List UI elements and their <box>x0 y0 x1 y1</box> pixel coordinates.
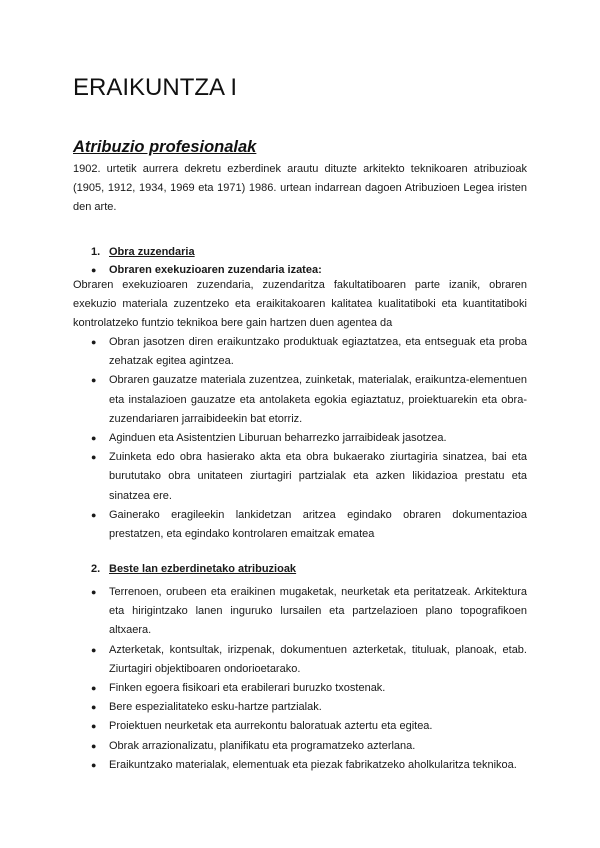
item-number: 2. <box>91 563 101 575</box>
description-text: Obraren exekuzioaren zuzendaria, zuzendaritza fakultatiboaren parte izanik, obraren exekuzio materiala zuzentzeko eta eraikitakoaren kalitatea kualitatiboki eta kuantitatiboki kontrolatzeko funtzio teknikoa bere gain hartzen duen agentea da <box>73 279 527 330</box>
list-item: ● Proiektuen neurketak eta aurrekontu baloratuak aztertu eta egitea. <box>91 717 527 736</box>
list-item: ● Eraikuntzako materialak, elementuak eta piezak fabrikatzeko aholkularitza teknikoa. <box>91 756 527 775</box>
numbered-item-2 <box>91 563 296 575</box>
list-item: ● Gainerako eragileekin lankidetzan aritzea egindako obraren dokumentazioa prestatzen, eta egindako kontrolaren emaitzak ematea <box>91 506 527 544</box>
list-item: ● Aginduen eta Asistentzien Liburuan beharrezko jarraibideak jasotzea. <box>91 429 527 448</box>
item-label: Obra zuzendaria <box>109 246 195 258</box>
item-number: 1. <box>91 246 101 258</box>
description-paragraph <box>73 276 527 334</box>
list-item: ● Terrenoen, orubeen eta eraikinen mugaketak, neurketak eta peritatzeak. Arkitektura eta hirigintzako lanen inguruko lursailen eta partzelazioen plano topografikoen altxaera. <box>91 583 527 641</box>
item-label: Beste lan ezberdinetako atribuzioak <box>109 563 297 575</box>
bullet-icon: ● <box>91 265 97 275</box>
section-heading: Atribuzio profesionalak <box>73 138 257 156</box>
other-attributions-list <box>91 583 527 775</box>
list-item: ● Obran jasotzen diren eraikuntzako produktuak egiaztatzea, eta entseguak eta proba zehatzak egitea agintzea. <box>91 333 527 371</box>
list-item: ● Finken egoera fisikoari eta erabilerari buruzko txostenak. <box>91 679 527 698</box>
list-item: ● Bere espezialitateko esku-hartze partzialak. <box>91 698 527 717</box>
list-item: ● Obraren gauzatze materiala zuzentzea, zuinketak, materialak, eraikuntza-elementuen eta instalazioen gauzatze eta antolaketa egokia egiaztatuz, proiektuarekin eta obra-zuzendariaren jarraibideekin bat etorriz. <box>91 371 527 429</box>
bold-bullet <box>91 264 322 276</box>
page-title: ERAIKUNTZA I <box>73 74 238 101</box>
list-item: ● Zuinketa edo obra hasierako akta eta obra bukaerako ziurtagiria sinatzea, bai eta burututako obra unitateen ziurtagiri partzialak eta azken likidazioa prestatu eta sinatzea ere. <box>91 448 527 506</box>
duties-list <box>91 333 527 544</box>
list-item: ● Azterketak, kontsultak, irizpenak, dokumentuen azterketak, tituluak, planoak, etab. Ziurtagiri objektiboaren ondorioetarako. <box>91 641 527 679</box>
bold-bullet-text: Obraren exekuzioaren zuzendaria izatea: <box>109 264 322 276</box>
intro-paragraph: 1902. urtetik aurrera dekretu ezberdinek arautu dituzte arkitekto teknikoaren atribuzioak (1905, 1912, 1934, 1969 eta 1971) 1986. urtean indarrean dagoen Atribuzioen Legea iristen den arte. <box>73 163 527 214</box>
numbered-item-1 <box>91 246 195 258</box>
list-item: ● Obrak arrazionalizatu, planifikatu eta programatzeko azterlana. <box>91 737 527 756</box>
